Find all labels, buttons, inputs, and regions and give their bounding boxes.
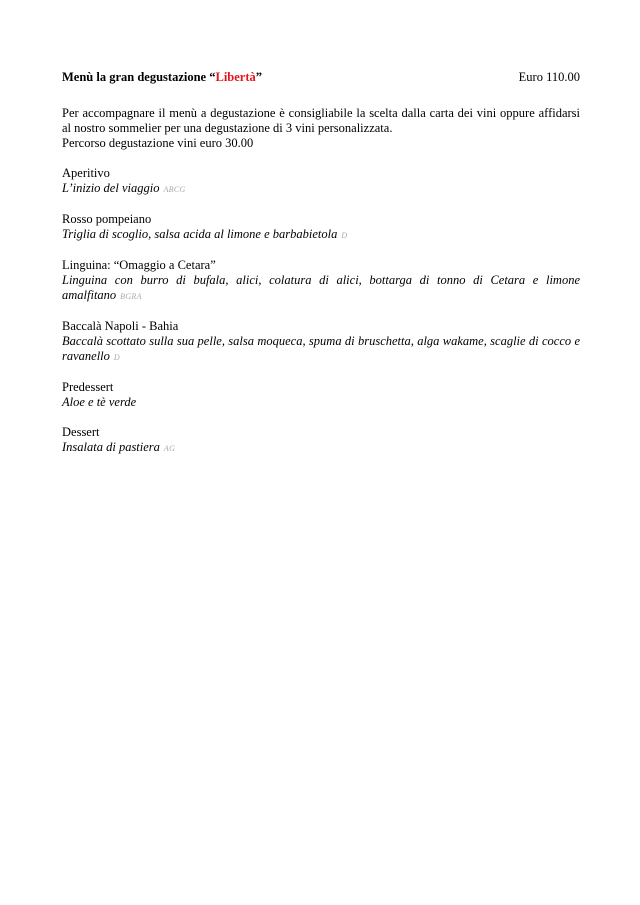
course-name: Aperitivo bbox=[62, 166, 110, 180]
course-name: Predessert bbox=[62, 380, 114, 394]
dish-description bbox=[62, 227, 580, 243]
dish-text: Baccalà scottato sulla sua pelle, salsa moqueca, spuma di bruschetta, alga wakame, scaglie di cocco e ravanello bbox=[62, 334, 580, 363]
menu-title-prefix: Menù la gran degustazione “ bbox=[62, 70, 216, 84]
dish-text: Insalata di pastiera bbox=[62, 440, 160, 454]
course-name: Rosso pompeiano bbox=[62, 212, 152, 226]
dish-description bbox=[62, 395, 580, 410]
course-item bbox=[62, 380, 580, 410]
allergen-codes: D bbox=[341, 231, 348, 240]
menu-title-row bbox=[62, 70, 580, 86]
dish-text: Triglia di scoglio, salsa acida al limone e barbabietola bbox=[62, 227, 338, 241]
intro-paragraph: Per accompagnare il menù a degustazione è consigliabile la scelta dalla carta dei vini oppure affidarsi al nostro sommelier per una degustazione di 3 vini personalizzata. bbox=[62, 106, 580, 135]
allergen-codes: AG bbox=[163, 444, 176, 453]
dish-description bbox=[62, 273, 580, 304]
allergen-codes: D bbox=[113, 353, 120, 362]
menu-title-suffix: ” bbox=[255, 70, 263, 84]
menu-title-highlight: Libertà bbox=[215, 70, 256, 84]
course-name: Dessert bbox=[62, 425, 100, 439]
course-item bbox=[62, 166, 580, 197]
menu-document bbox=[62, 70, 580, 456]
dish-description bbox=[62, 181, 580, 197]
course-item bbox=[62, 425, 580, 456]
dish-description bbox=[62, 440, 580, 456]
course-item bbox=[62, 258, 580, 304]
dish-text: L’inizio del viaggio bbox=[62, 181, 160, 195]
menu-price: Euro 110.00 bbox=[518, 70, 580, 84]
dish-text: Aloe e tè verde bbox=[62, 395, 137, 409]
course-item bbox=[62, 212, 580, 243]
intro-section bbox=[62, 106, 580, 151]
allergen-codes: ABCG bbox=[163, 185, 186, 194]
dish-text: Linguina con burro di bufala, alici, colatura di alici, bottarga di tonno di Cetara e limone amalfitano bbox=[62, 273, 580, 302]
dish-description bbox=[62, 334, 580, 365]
course-name: Linguina: “Omaggio a Cetara” bbox=[62, 258, 216, 272]
wine-pairing-price: Percorso degustazione vini euro 30.00 bbox=[62, 136, 254, 150]
course-name: Baccalà Napoli - Bahia bbox=[62, 319, 179, 333]
menu-title bbox=[62, 70, 262, 84]
course-item bbox=[62, 319, 580, 365]
allergen-codes: BGRA bbox=[120, 292, 142, 301]
